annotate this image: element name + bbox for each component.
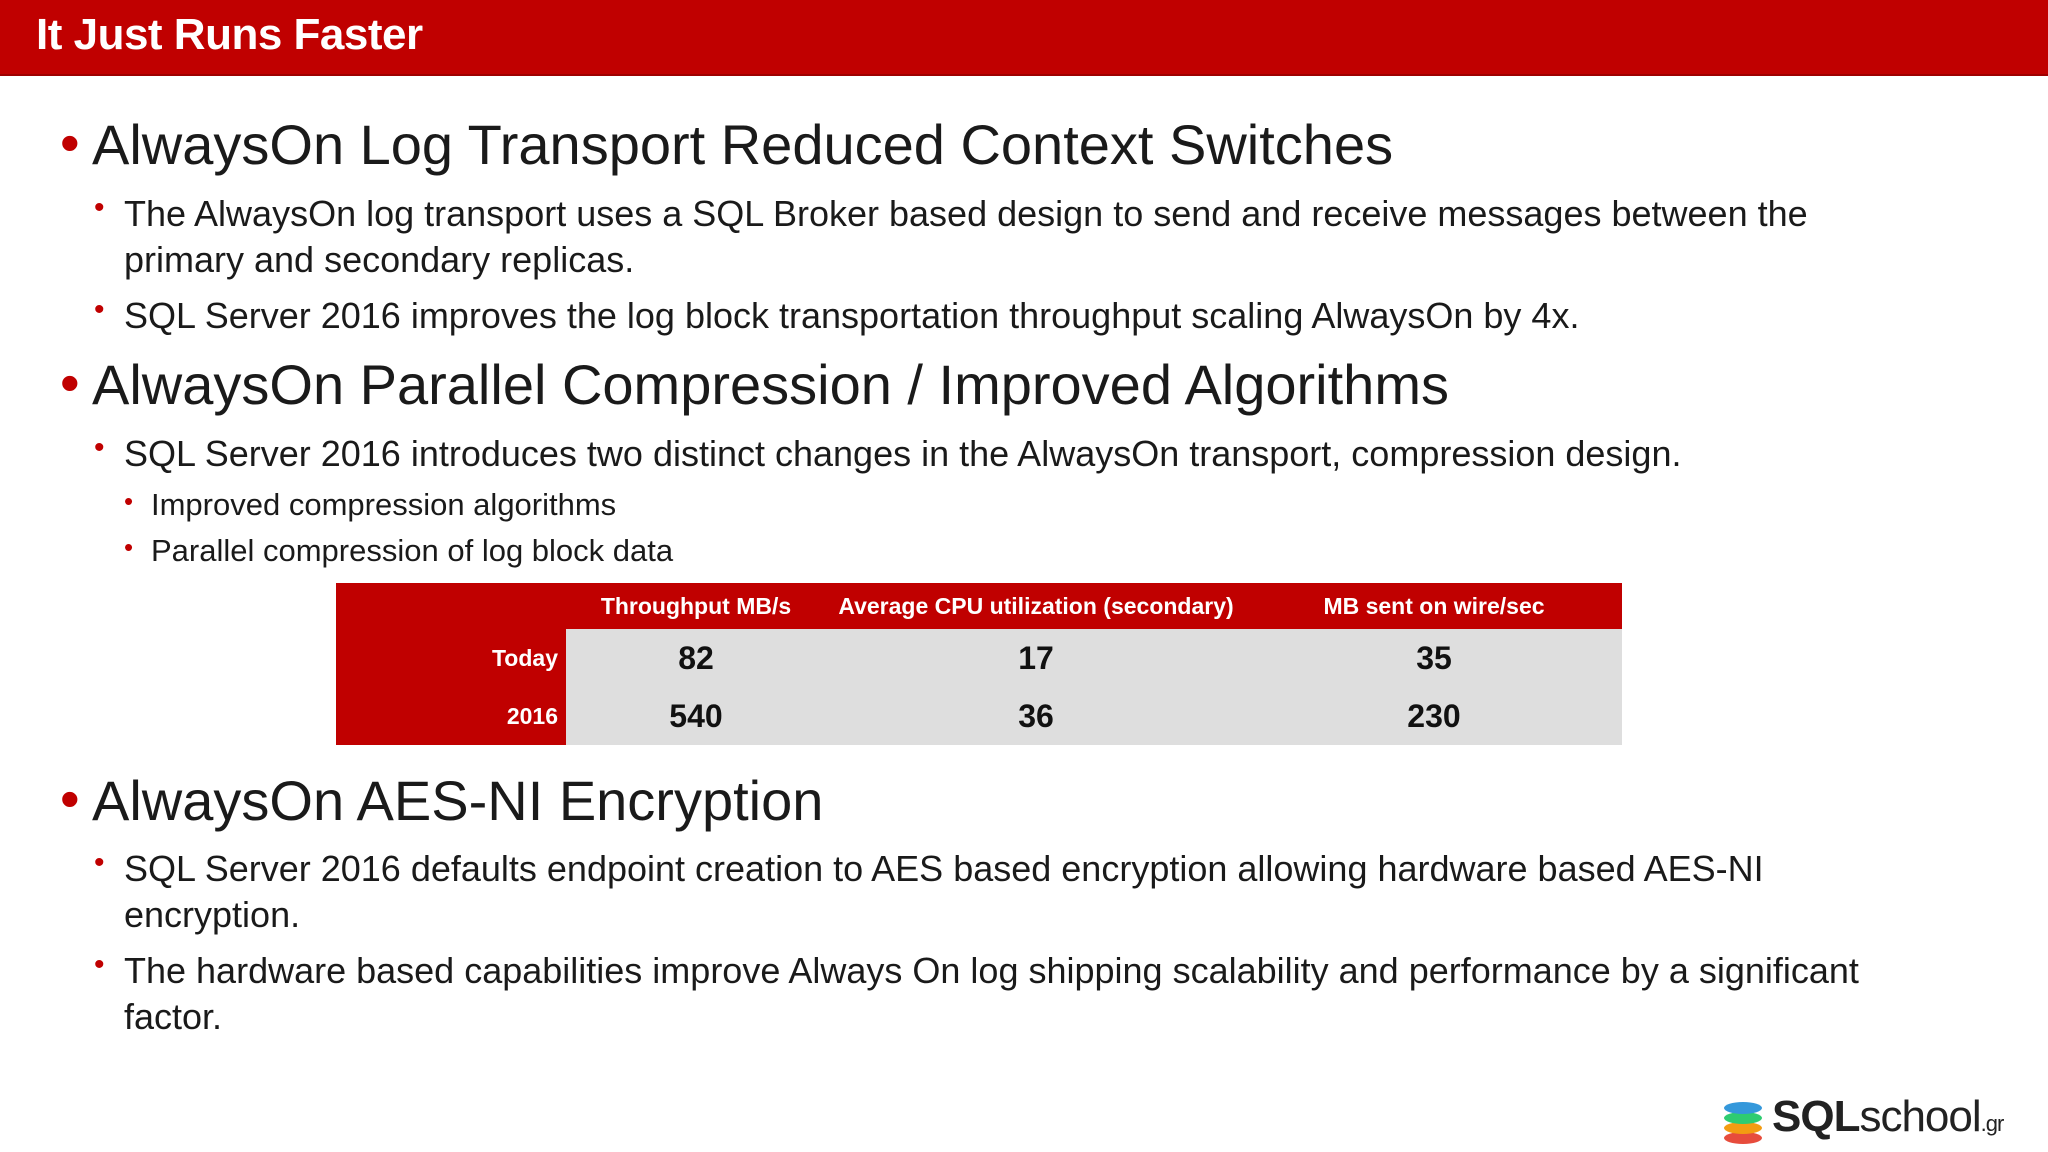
column-header: Average CPU utilization (secondary) bbox=[826, 583, 1246, 629]
database-stack-icon bbox=[1724, 1100, 1764, 1144]
bullet-throughput-scaling: • SQL Server 2016 improves the log block transportation throughput scaling AlwaysOn by 4x. bbox=[94, 293, 1580, 336]
bullet-icon: • bbox=[94, 293, 105, 326]
bullet-icon: • bbox=[124, 532, 134, 562]
table-cell: 540 bbox=[566, 687, 826, 745]
sub-bullet-algorithms: • Improved compression algorithms bbox=[124, 486, 617, 522]
bullet-icon: • bbox=[94, 191, 105, 224]
column-header: MB sent on wire/sec bbox=[1246, 583, 1622, 629]
heading-aes-encryption: • AlwaysOn AES-NI Encryption bbox=[60, 767, 824, 832]
table-cell: 17 bbox=[826, 629, 1246, 687]
bullet-icon: • bbox=[60, 111, 80, 174]
table-cell: 35 bbox=[1246, 629, 1622, 687]
title-bar bbox=[0, 0, 2048, 76]
sub-bullet-parallel: • Parallel compression of log block data bbox=[124, 532, 674, 568]
table-corner bbox=[336, 583, 566, 629]
bullet-icon: • bbox=[94, 846, 105, 879]
table-header-row bbox=[336, 583, 1622, 629]
table-cell: 230 bbox=[1246, 687, 1622, 745]
table-cell: 36 bbox=[826, 687, 1246, 745]
table-row bbox=[336, 629, 1622, 687]
bullet-icon: • bbox=[94, 431, 105, 464]
bullet-icon: • bbox=[60, 351, 80, 414]
bullet-icon: • bbox=[60, 767, 80, 830]
heading-parallel-compression: • AlwaysOn Parallel Compression / Improved Algorithms bbox=[60, 351, 1449, 416]
performance-table bbox=[336, 583, 1622, 745]
bullet-broker-design: • The AlwaysOn log transport uses a SQL Broker based design to send and receive messages between the primary and secondary replicas. bbox=[94, 191, 1808, 280]
bullet-hardware-capabilities: • The hardware based capabilities improve Always On log shipping scalability and performance by a significant factor. bbox=[94, 948, 1859, 1037]
bullet-icon: • bbox=[94, 948, 105, 981]
table-cell: 82 bbox=[566, 629, 826, 687]
bullet-aes-endpoint: • SQL Server 2016 defaults endpoint creation to AES based encryption allowing hardware based AES-NI encryption. bbox=[94, 846, 1764, 935]
row-label: Today bbox=[336, 629, 566, 687]
row-label: 2016 bbox=[336, 687, 566, 745]
sqlschool-logo bbox=[1724, 1092, 2044, 1148]
logo-wordmark: SQLschool.gr bbox=[1772, 1092, 2004, 1141]
slide-title: It Just Runs Faster bbox=[36, 10, 423, 59]
bullet-icon: • bbox=[124, 486, 134, 516]
heading-log-transport: • AlwaysOn Log Transport Reduced Context Switches bbox=[60, 111, 1394, 176]
column-header: Throughput MB/s bbox=[566, 583, 826, 629]
stack-layer bbox=[1724, 1102, 1762, 1114]
bullet-two-changes: • SQL Server 2016 introduces two distinct changes in the AlwaysOn transport, compression design. bbox=[94, 431, 1682, 474]
table-row bbox=[336, 687, 1622, 745]
